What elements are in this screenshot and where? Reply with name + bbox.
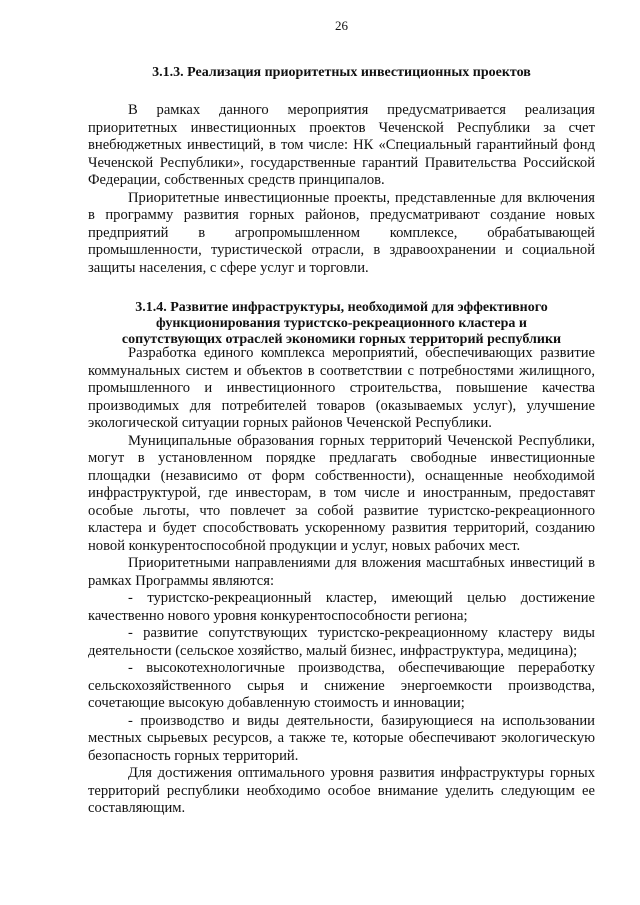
section-314-paragraph: Разработка единого комплекса мероприятий, обеспечивающих развитие коммунальных систем и объектов в соответствии с потребностями жилищного, промышленного и инвестиционного строительства, повышение качества производимых для потребителей товаров (оказываемых услуг), улучшение экологической ситуации горных районов Чеченской Республики. (88, 345, 595, 431)
list-item: - развитие сопутствующих туристско-рекреационному кластеру виды деятельности (сельское хозяйство, малый бизнес, инфраструктура, медицина); (88, 625, 595, 659)
section-314-heading-line: функционирования туристско-рекреационного кластера и (156, 316, 527, 331)
section-313-heading: 3.1.3. Реализация приоритетных инвестиционных проектов (152, 65, 531, 80)
closing-paragraph: Для достижения оптимального уровня развития инфраструктуры горных территорий республики необходимо особое внимание уделить следующим ее составляющим. (88, 765, 595, 816)
section-313-body (88, 102, 595, 277)
section-314-heading-line: сопутствующих отраслей экономики горных территорий республики (121, 332, 562, 347)
section-313-paragraph: В рамках данного мероприятия предусматривается реализация приоритетных инвестиционных проектов Чеченской Республики за счет внебюджетных инвестиций, в том числе: НК «Специальный гарантийный фонд Чеченской Республики», государственные гарантий Правительства Российской Федерации, собственных средств принципалов. (88, 102, 595, 188)
section-314-heading (88, 300, 595, 348)
section-313-paragraph: Приоритетные инвестиционные проекты, представленные для включения в программу развития горных районов, предусматривают создание новых предприятий в агропромышленном комплексе, обрабатывающей промышленности, туристической отрасли, в здравоохранении и социальной защиты населения, с сфере услуг и торговли. (88, 189, 595, 276)
section-314-paragraph: Муниципальные образования горных территорий Чеченской Республики, могут в установленном порядке предлагать свободные инвестиционные площадки (независимо от форм собственности), оснащенные необходимой инфраструктурой, где инвесторам, в том числе и иностранным, предоставят особые льготы, что повлечет за собой развитие туристско-рекреационного кластера и будет способствовать ускоренному развития территорий, созданию новой конкурентоспособной продукции и услуг, новых рабочих мест. (88, 432, 595, 554)
section-314-paragraph: Приоритетными направлениями для вложения масштабных инвестиций в рамках Программы являются: (88, 555, 595, 589)
list-item: - высокотехнологичные производства, обеспечивающие переработку сельскохозяйственного сырья и снижение энергоемкости производства, сочетающие высокую добавленную стоимость и инновации; (88, 660, 595, 711)
page-number: 26 (335, 18, 348, 33)
list-item: - производство и виды деятельности, базирующиеся на использовании местных сырьевых ресурсов, а также те, которые обеспечивают экологическую безопасность горных территорий. (88, 712, 595, 764)
section-314-body (88, 345, 595, 818)
list-item: - туристско-рекреационный кластер, имеющий целью достижение качественно нового уровня конкурентоспособности региона; (88, 590, 595, 624)
section-314-heading-line: 3.1.4. Развитие инфраструктуры, необходимой для эффективного (135, 300, 548, 315)
